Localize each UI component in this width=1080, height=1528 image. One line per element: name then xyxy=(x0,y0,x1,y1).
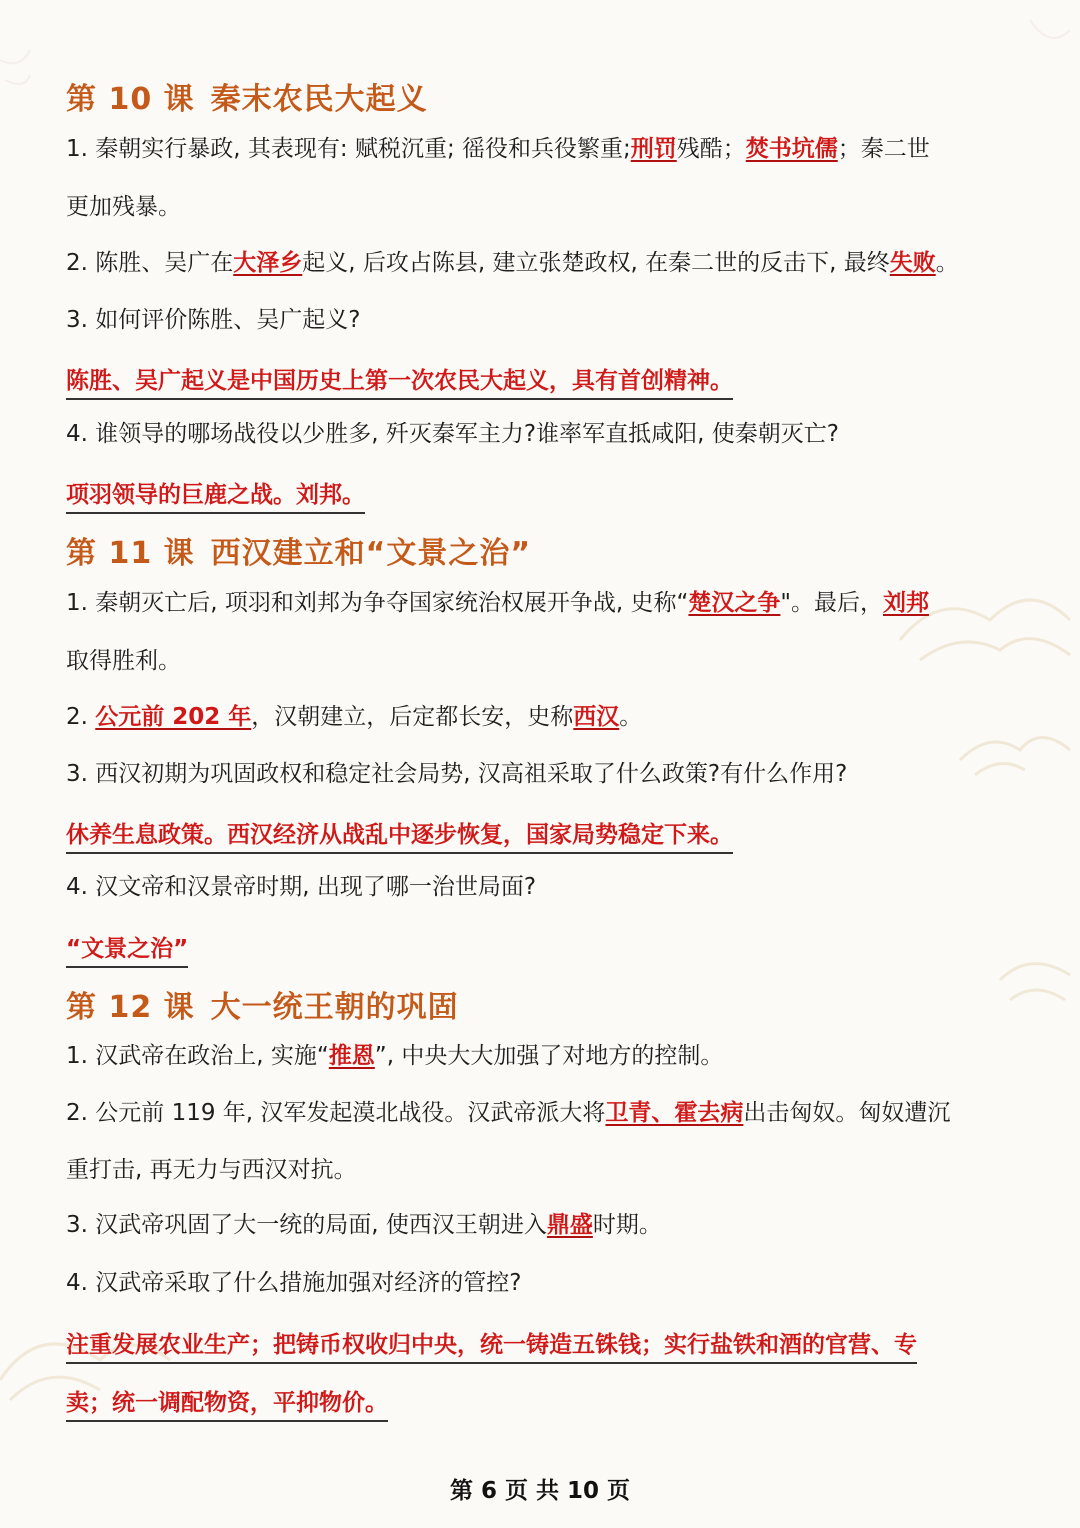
page-footer: 第 6 页 共 10 页 xyxy=(449,1478,631,1504)
lesson-10-point-2: 2. 陈胜、吴广在大泽乡起义, 后攻占陈县, 建立张楚政权, 在秦二世的反击下, 最终失败。 xyxy=(66,250,959,276)
lesson-12-point-2: 2. 公元前 119 年, 汉军发起漠北战役。汉武帝派大将卫青、霍去病出击匈奴。匈奴遭沉 xyxy=(66,1100,951,1126)
lesson-12-point-1: 1. 汉武帝在政治上, 实施“推恩”, 中央大大加强了对地方的控制。 xyxy=(66,1043,724,1069)
lesson-10-heading: 第 10 课 秦末农民大起义 xyxy=(66,82,428,117)
lesson-11-point-1: 1. 秦朝灭亡后, 项羽和刘邦为争夺国家统治权展开争战, 史称“楚汉之争"。最后，刘邦 xyxy=(66,590,930,616)
lesson-10-answer-4: 项羽领导的巨鹿之战。刘邦。 xyxy=(66,476,365,514)
lesson-11-point-2: 2. 公元前 202 年，汉朝建立，后定都长安，史称西汉。 xyxy=(66,704,643,730)
lesson-11-question-4: 4. 汉文帝和汉景帝时期, 出现了哪一治世局面? xyxy=(66,874,537,900)
lesson-10-question-3: 3. 如何评价陈胜、吴广起义? xyxy=(66,307,361,333)
lesson-11-question-3: 3. 西汉初期为巩固政权和稳定社会局势, 汉高祖采取了什么政策?有什么作用? xyxy=(66,761,848,787)
current-page-number: 6 xyxy=(480,1478,497,1504)
lesson-11-point-1-cont: 取得胜利。 xyxy=(66,648,181,674)
lesson-12-answer-4-line-1: 注重发展农业生产；把铸币权收归中央，统一铸造五铢钱；实行盐铁和酒的官营、专 xyxy=(66,1326,917,1364)
lesson-10-point-1: 1. 秦朝实行暴政, 其表现有: 赋税沉重; 徭役和兵役繁重;刑罚残酷；焚书坑儒；秦二世 xyxy=(66,136,930,162)
lesson-12-point-3: 3. 汉武帝巩固了大一统的局面, 使西汉王朝进入鼎盛时期。 xyxy=(66,1212,662,1238)
lesson-12-heading: 第 12 课 大一统王朝的巩固 xyxy=(66,990,459,1025)
lesson-10-point-1-cont: 更加残暴。 xyxy=(66,194,181,220)
lesson-12-question-4: 4. 汉武帝采取了什么措施加强对经济的管控? xyxy=(66,1270,522,1296)
lesson-10-answer-3: 陈胜、吴广起义是中国历史上第一次农民大起义，具有首创精神。 xyxy=(66,362,733,400)
lesson-12-answer-4-line-2: 卖；统一调配物资，平抑物价。 xyxy=(66,1384,388,1422)
lesson-12-point-2-cont: 重打击, 再无力与西汉对抗。 xyxy=(66,1157,357,1183)
lesson-11-heading: 第 11 课 西汉建立和“文景之治” xyxy=(66,536,532,571)
lesson-11-answer-4: “文景之治” xyxy=(66,930,188,968)
total-page-count: 10 xyxy=(567,1478,600,1504)
lesson-11-answer-3: 休养生息政策。西汉经济从战乱中逐步恢复，国家局势稳定下来。 xyxy=(66,816,733,854)
lesson-10-question-4: 4. 谁领导的哪场战役以少胜多, 歼灭秦军主力?谁率军直抵咸阳, 使秦朝灭亡? xyxy=(66,421,839,447)
